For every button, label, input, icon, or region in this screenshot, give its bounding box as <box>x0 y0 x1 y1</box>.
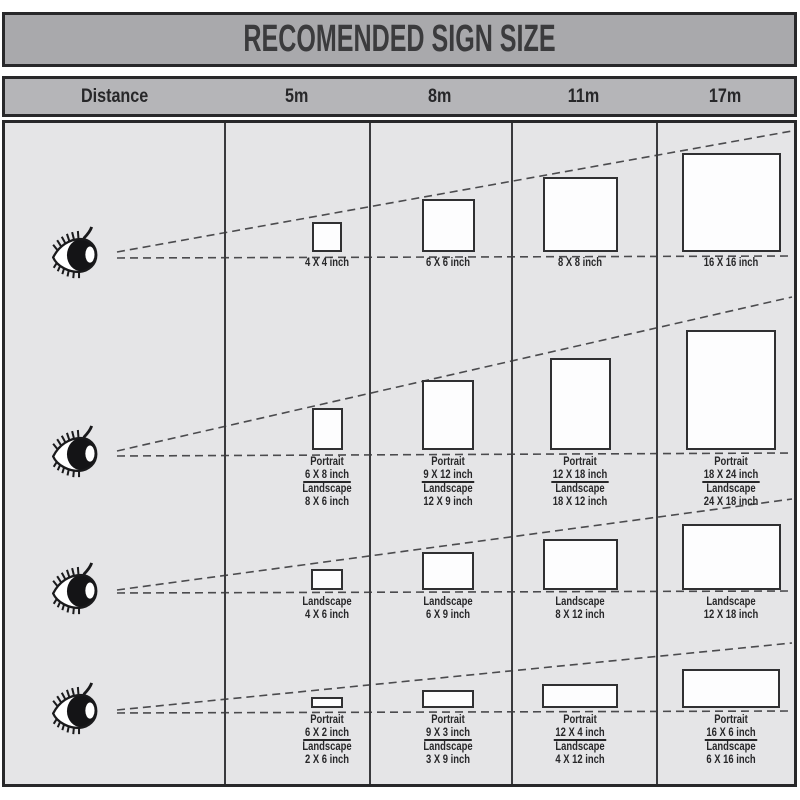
sign-size-label-line: 2 X 6 inch <box>304 754 350 766</box>
sign-size-label-line: Landscape <box>302 596 352 608</box>
column-divider <box>656 123 658 784</box>
sign-rect-strip-8m <box>422 690 474 708</box>
sign-rect-portrait-8m <box>422 380 474 450</box>
eye-icon <box>52 681 98 739</box>
sign-size-label-line: 6 X 9 inch <box>425 609 471 621</box>
sign-size-label <box>387 596 510 622</box>
sign-size-label-line: 16 X 16 inch <box>703 257 759 269</box>
column-divider <box>511 123 513 784</box>
column-divider <box>369 123 371 784</box>
sign-size-label <box>387 714 510 767</box>
sign-size-label <box>670 714 793 767</box>
title-bar <box>2 12 797 67</box>
sign-size-label-line: Landscape <box>706 483 756 495</box>
sign-size-label-line: Portrait <box>714 456 748 468</box>
sign-rect-portrait-5m <box>312 408 343 450</box>
header-17m: 17m <box>708 85 742 107</box>
header-8m: 8m <box>428 85 452 107</box>
sign-size-label-line: Landscape <box>423 596 473 608</box>
sign-size-label-line: Landscape <box>302 483 352 495</box>
sign-rect-square-11m <box>543 177 618 252</box>
sign-size-label-line: Landscape <box>423 741 473 753</box>
sign-size-label-line: Landscape <box>555 741 605 753</box>
eye-icon <box>52 225 98 283</box>
sign-size-label-line: Landscape <box>302 741 352 753</box>
sign-size-label-line: Landscape <box>555 483 605 495</box>
sign-size-label <box>266 257 389 270</box>
sign-size-label-line: 6 X 8 inch <box>304 469 350 481</box>
sign-size-label-line: 18 X 12 inch <box>552 496 608 508</box>
sign-size-label-line: 16 X 6 inch <box>706 727 756 739</box>
sign-size-label-line: 12 X 4 inch <box>555 727 605 739</box>
sign-size-label-line: 9 X 12 inch <box>423 469 473 481</box>
sign-size-label-line: Portrait <box>431 714 465 726</box>
sign-size-label <box>266 596 389 622</box>
sign-size-label-line: 12 X 9 inch <box>423 496 473 508</box>
sign-size-label-line: 24 X 18 inch <box>703 496 759 508</box>
header-distance: Distance <box>80 85 149 107</box>
distance-header-row <box>2 76 797 117</box>
sign-size-label-line: 12 X 18 inch <box>703 609 759 621</box>
sign-size-label <box>387 456 510 509</box>
diagram-panel <box>2 120 797 787</box>
sign-size-label-line: 4 X 6 inch <box>304 609 350 621</box>
sign-size-label <box>519 456 642 509</box>
sign-rect-strip-11m <box>542 684 618 708</box>
sign-size-label-line: Portrait <box>310 714 344 726</box>
sign-size-label-line: 3 X 9 inch <box>425 754 471 766</box>
sign-size-label <box>519 257 642 270</box>
sign-rect-landscape-5m <box>311 569 343 590</box>
sign-size-label-line: 6 X 16 inch <box>706 754 756 766</box>
sign-size-label-line: Portrait <box>431 456 465 468</box>
sign-size-label-line: 4 X 12 inch <box>555 754 605 766</box>
sign-size-label-line: Landscape <box>706 596 756 608</box>
sign-size-label-line: 4 X 4 inch <box>304 257 350 269</box>
sign-size-label-line: 9 X 3 inch <box>425 727 471 739</box>
eye-icon <box>52 561 98 619</box>
eye-icon <box>52 424 98 482</box>
sign-rect-portrait-11m <box>550 358 611 450</box>
sign-rect-square-17m <box>682 153 781 252</box>
sign-size-label-line: 8 X 8 inch <box>557 257 603 269</box>
sign-size-label-line: Portrait <box>563 456 597 468</box>
sign-size-label-line: 12 X 18 inch <box>552 469 608 481</box>
sign-rect-strip-17m <box>682 669 780 708</box>
sign-size-label <box>387 257 510 270</box>
sign-rect-landscape-8m <box>422 552 474 590</box>
page-title: RECOMENDED SIGN SIZE <box>243 18 556 60</box>
sign-size-label <box>266 456 389 509</box>
sign-size-label-line: Portrait <box>310 456 344 468</box>
sign-size-label-line: Portrait <box>714 714 748 726</box>
header-11m: 11m <box>567 85 600 107</box>
sign-size-label-line: 6 X 6 inch <box>425 257 471 269</box>
sign-rect-landscape-17m <box>682 524 781 590</box>
sign-size-label <box>670 257 793 270</box>
sign-rect-portrait-17m <box>686 330 776 450</box>
sign-size-label <box>670 596 793 622</box>
sign-size-label-line: Landscape <box>423 483 473 495</box>
sign-size-label-line: Portrait <box>563 714 597 726</box>
sign-size-label <box>266 714 389 767</box>
sign-size-label-line: Landscape <box>555 596 605 608</box>
sign-rect-landscape-11m <box>543 539 618 590</box>
sign-size-label <box>519 596 642 622</box>
sign-rect-square-5m <box>312 222 342 252</box>
sign-size-label <box>519 714 642 767</box>
sign-size-label-line: Landscape <box>706 741 756 753</box>
header-5m: 5m <box>284 85 309 107</box>
sign-rect-square-8m <box>422 199 475 252</box>
sign-size-label-line: 18 X 24 inch <box>703 469 759 481</box>
sign-size-label-line: 6 X 2 inch <box>304 727 350 739</box>
sign-rect-strip-5m <box>311 697 343 708</box>
sign-size-label-line: 8 X 6 inch <box>304 496 350 508</box>
sign-size-label-line: 8 X 12 inch <box>555 609 605 621</box>
sign-size-label <box>670 456 793 509</box>
column-divider <box>224 123 226 784</box>
